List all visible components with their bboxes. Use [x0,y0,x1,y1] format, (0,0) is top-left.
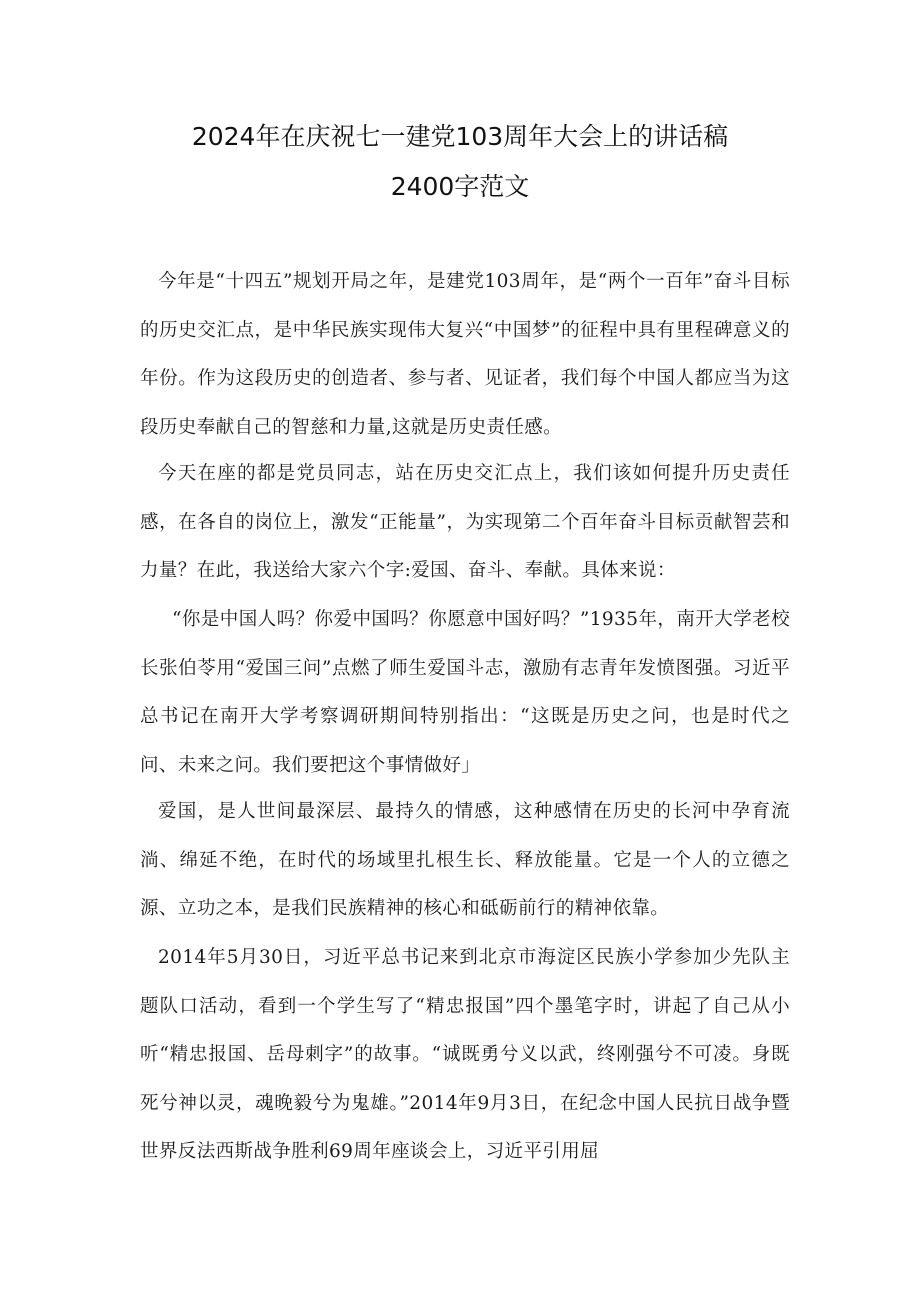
paragraph-4: 爱国，是人世间最深层、最持久的情感，这种感情在历史的长河中孕育流淌、绵延不绝，在时代的场域里扎根生长、释放能量。它是一个人的立德之源、立功之本，是我们民族精神的核心和砥砺前行的精神依靠。 [140,801,790,919]
document-title-line-2: 2400字范文 [390,172,530,201]
document-title-line-1: 2024年在庆祝七一建党103周年大会上的讲话稿 [191,122,729,151]
paragraph-3-quote: “你是中国人吗？你爱中国吗？你愿意中国好吗？”1935年，南开大学老校长张伯苓用“爱国三问”点燃了师生爱国斗志，激励有志青年发愤图强。习近平总书记在南开大学考察调研期间特别指出：“这既是历史之问，也是时代之问、未来之问。我们要把这个事情做好」 [140,609,790,776]
paragraph-5: 2014年5月30日，习近平总书记来到北京市海淀区民族小学参加少先队主题队口活动，看到一个学生写了“精忠报国”四个墨笔字时，讲起了自己从小听“精忠报国、岳母刺字”的故事。“诚既勇兮义以武，终刚强兮不可凌。身既死兮神以灵，魂晚毅兮为鬼雄。”2014年9月3日，在纪念中国人民抗日战争暨世界反法西斯战争胜利69周年座谈会上，习近平引用屈 [140,947,790,1162]
paragraph-1: 今年是“十四五”规划开局之年，是建党103周年，是“两个一百年”奋斗目标的历史交汇点，是中华民族实现伟大复兴“中国梦”的征程中具有里程碑意义的年份。作为这段历史的创造者、参与者、见证者，我们每个中国人都应当为这段历史奉献自己的智慈和力量,这就是历史责任感。 [140,271,790,438]
paragraph-2: 今天在座的都是党员同志，站在历史交汇点上，我们该如何提升历史责任感，在各自的岗位上，激发“正能量”，为实现第二个百年奋斗目标贡献智芸和力量？在此，我送给大家六个字:爱国、奋斗、奉献。具体来说： [140,463,790,581]
